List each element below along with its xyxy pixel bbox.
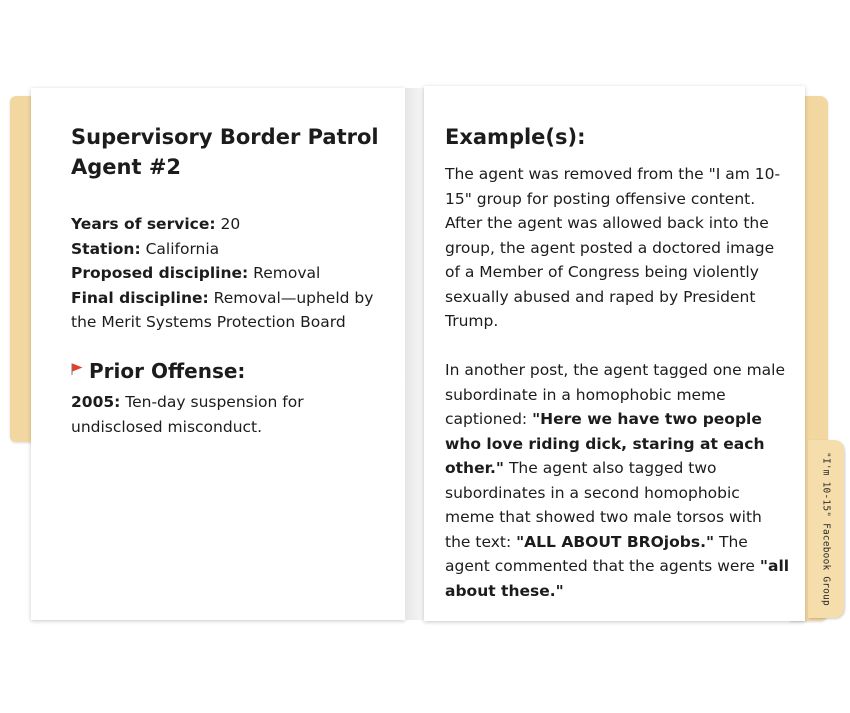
station-row	[71, 237, 401, 262]
agent-details	[71, 212, 401, 335]
example-paragraph-1: The agent was removed from the "I am 10-15" group for posting offensive content. After the agent was allowed back into the group, the agent posted a doctored image of a Member of Congress being violently sexually abused and raped by President Trump.	[445, 165, 781, 330]
example-paragraph-2	[445, 358, 790, 603]
station-label: Station:	[71, 239, 141, 258]
para2-text-c: The agent commented that the agents were	[445, 532, 760, 575]
page-fold-shadow	[405, 88, 424, 620]
final-discipline-row	[71, 286, 401, 335]
years-of-service-row	[71, 212, 401, 237]
para2-quote-2: "ALL ABOUT BROjobs."	[516, 532, 715, 551]
examples-heading: Example(s):	[445, 125, 586, 149]
folder-tab-label: "I'm 10-15" Facebook Group	[820, 452, 832, 606]
agent-title: Supervisory Border Patrol Agent #2	[71, 125, 379, 179]
station-value: California	[140, 239, 220, 258]
final-label: Final discipline:	[71, 288, 209, 307]
years-value: 20	[215, 215, 241, 233]
final-value: Removal—upheld by the Merit Systems Protection Board	[71, 288, 374, 331]
para2-text-b: The agent also tagged two subordinates in a second homophobic meme that showed two male torsos with the text:	[445, 459, 762, 551]
para2-quote-1: "Here we have two people who love riding dick, staring at each other."	[445, 410, 765, 477]
years-label: Years of service:	[71, 215, 216, 233]
prior-offense-text	[71, 390, 371, 439]
prior-offense-heading: Prior Offense:	[89, 359, 246, 383]
proposed-label: Proposed discipline:	[71, 264, 249, 282]
para2-quote-3: "all about these."	[445, 557, 790, 600]
proposed-discipline-row	[71, 261, 401, 286]
prior-description: Ten-day suspension for undisclosed misconduct.	[71, 393, 304, 436]
prior-year: 2005:	[71, 393, 121, 411]
examples-body	[445, 162, 790, 603]
red-flag-icon	[71, 363, 83, 375]
para2-text-a: In another post, the agent tagged one male subordinate in a homophobic meme captioned:	[445, 361, 786, 428]
proposed-value: Removal	[248, 264, 321, 282]
